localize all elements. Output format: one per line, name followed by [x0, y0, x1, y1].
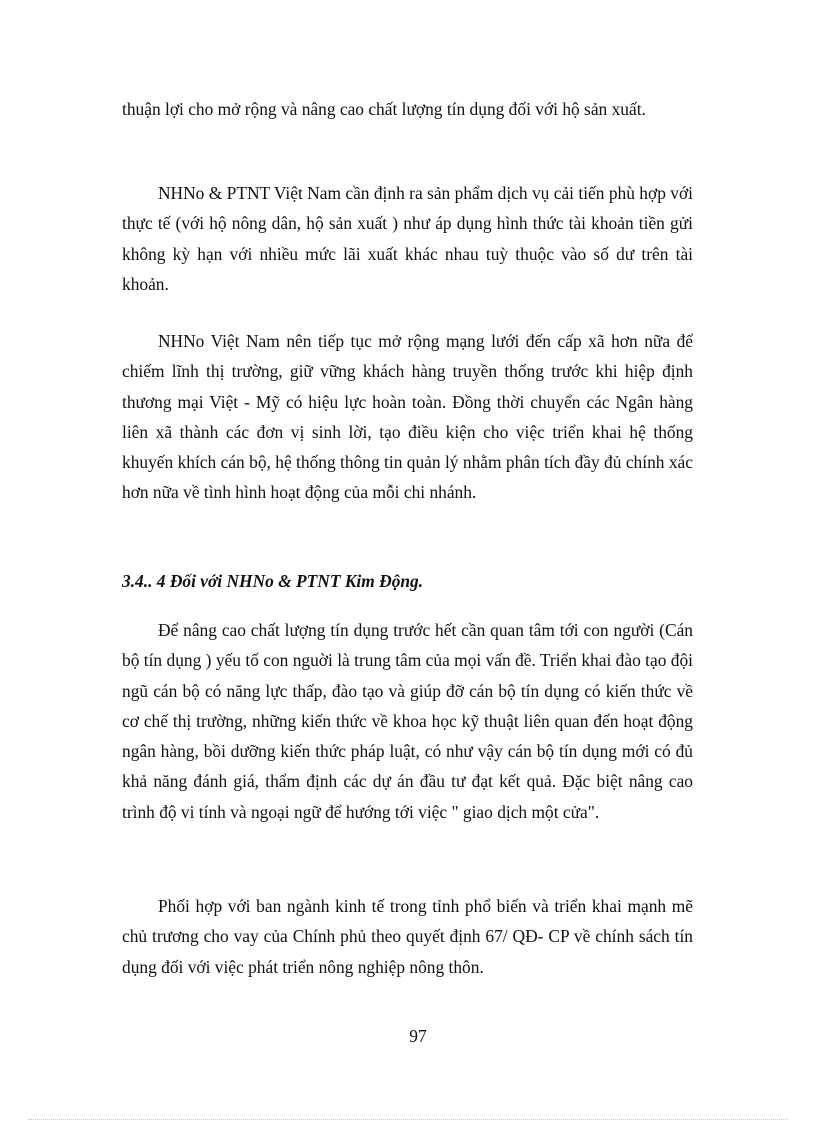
page-number: 97 — [409, 1026, 427, 1046]
paragraph-continuation: thuận lợi cho mở rộng và nâng cao chất lượng tín dụng đối với hộ sản xuất. — [122, 99, 646, 119]
paragraph-staff-training: Để nâng cao chất lượng tín dụng trước hết cần quan tâm tới con người (Cán bộ tín dụng ) yếu tố con nguời là trung tâm của mọi vấn đề. Triển khai đào tạo đội ngũ cán bộ có năng lực thấp, đào tạo và giúp đỡ cán bộ tín dụng có kiến thức về cơ chế thị trường, những kiến thức về khoa học kỹ thuật liên quan đến hoạt động ngân hàng, bồi dưỡng kiến thức pháp luật, có như vậy cán bộ tín dụng mới có đủ khả năng đánh giá, thẩm định các dự án đầu tư đạt kết quả. Đặc biệt nâng cao trình độ vi tính và ngoại ngữ để hướng tới việc " giao dịch một cửa". — [122, 620, 693, 822]
section-heading: 3.4.. 4 Đối với NHNo & PTNT Kim Động. — [122, 571, 424, 591]
paragraph-nhno-network: NHNo Việt Nam nên tiếp tục mở rộng mạng lưới đến cấp xã hơn nữa để chiếm lĩnh thị trường, giữ vững khách hàng truyền thống trước khi hiệp định thương mại Việt - Mỹ có hiệu lực hoàn toàn. Đồng thời chuyển các Ngân hàng liên xã thành các đơn vị sinh lời, tạo điều kiện cho việc triển khai hệ thống khuyến khích cán bộ, hệ thống thông tin quản lý nhằm phân tích đầy đủ chính xác hơn nữa về tình hình hoạt động của mỗi chi nhánh. — [122, 331, 693, 503]
paragraph-coordination: Phối hợp với ban ngành kinh tế trong tỉnh phổ biến và triển khai mạnh mẽ chủ trương cho vay của Chính phủ theo quyết định 67/ QĐ- CP về chính sách tín dụng đối với việc phát triển nông nghiệp nông thôn. — [122, 896, 693, 977]
bottom-divider — [28, 1119, 788, 1120]
paragraph-nhno-products: NHNo & PTNT Việt Nam cần định ra sản phẩm dịch vụ cải tiến phù hợp với thực tế (với hộ nông dân, hộ sản xuất ) như áp dụng hình thức tài khoản tiền gửi không kỳ hạn với nhiều mức lãi xuất khác nhau tuỳ thuộc vào số dư trên tài khoản. — [122, 183, 693, 294]
